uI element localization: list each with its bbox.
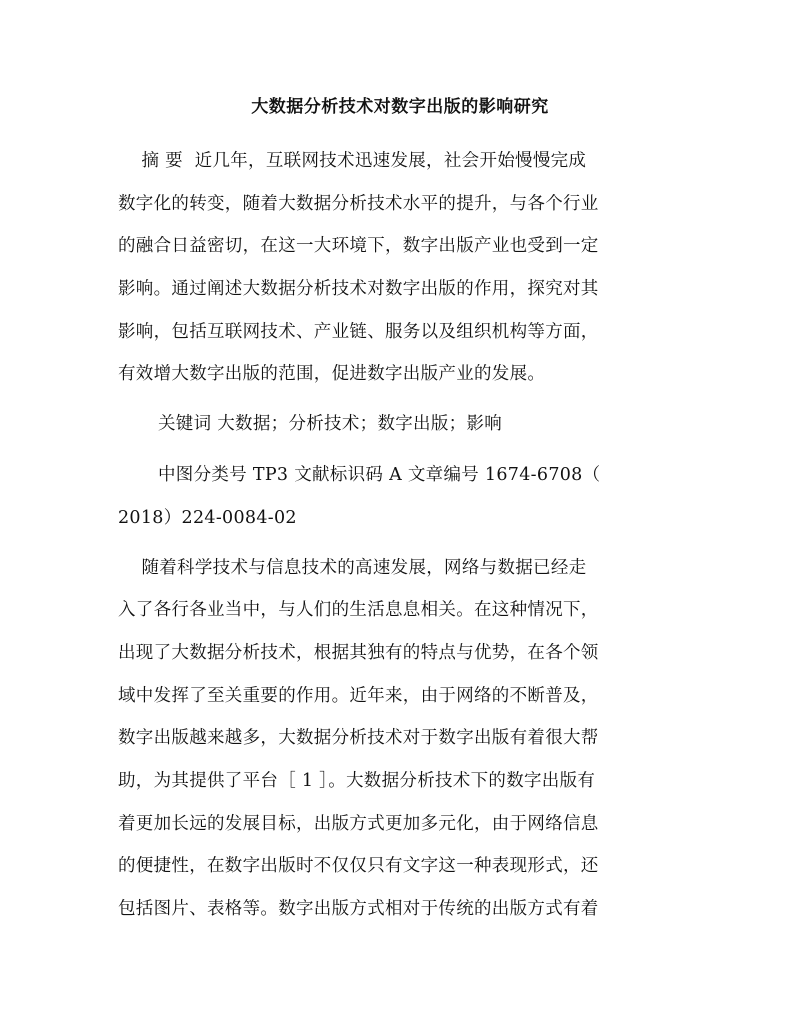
abstract-line: 影响，包括互联网技术、产业链、服务以及组织机构等方面，	[118, 322, 599, 342]
body-line: 出现了大数据分析技术，根据其独有的特点与优势，在各个领	[118, 643, 599, 663]
body-line: 域中发挥了至关重要的作用。近年来，由于网络的不断普及，	[118, 686, 599, 706]
page-title: 大数据分析技术对数字出版的影响研究	[251, 97, 549, 117]
body-line: 包括图片、表格等。数字出版方式相对于传统的出版方式有着	[118, 899, 599, 919]
body-line: 助，为其提供了平台［ 1 ］。大数据分析技术下的数字出版有	[118, 771, 596, 791]
abstract-line: 影响。通过阐述大数据分析技术对数字出版的作用，探究对其	[118, 279, 599, 299]
body-line: 入了各行各业当中，与人们的生活息息相关。在这种情况下，	[118, 600, 599, 620]
body-line: 的便捷性，在数字出版时不仅仅只有文字这一种表现形式，还	[118, 856, 599, 876]
keywords-line: 关键词 大数据；分析技术；数字出版；影响	[158, 414, 503, 434]
abstract-line: 有效增大数字出版的范围，促进数字出版产业的发展。	[118, 364, 546, 384]
body-line: 随着科学技术与信息技术的高速发展，网络与数据已经走	[118, 558, 587, 578]
body-line: 着更加长远的发展目标，出版方式更加多元化，由于网络信息	[118, 814, 599, 834]
abstract-line: 数字化的转变，随着大数据分析技术水平的提升，与各个行业	[118, 194, 599, 214]
abstract-line: 的融合日益密切，在这一大环境下，数字出版产业也受到一定	[118, 236, 599, 256]
abstract-line: 摘 要 近几年，互联网技术迅速发展，社会开始慢慢完成	[118, 151, 587, 171]
classification-line: 中图分类号 TP3 文献标识码 A 文章编号 1674-6708（	[158, 465, 601, 485]
classification-line: 2018）224-0084-02	[118, 508, 297, 528]
body-line: 数字出版越来越多，大数据分析技术对于数字出版有着很大帮	[118, 728, 599, 748]
